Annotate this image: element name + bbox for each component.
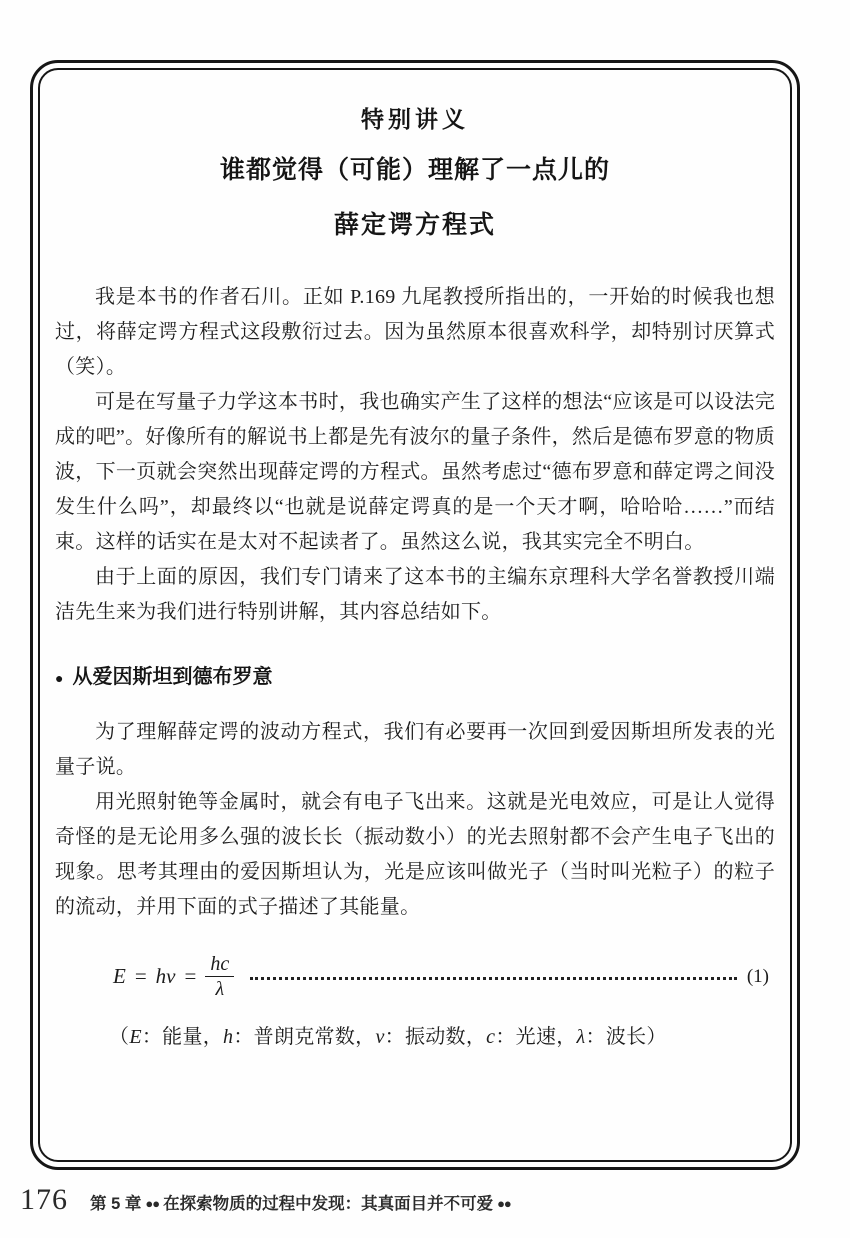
legend-text: ：振动数，	[384, 1026, 487, 1048]
page-number: 176	[20, 1183, 68, 1216]
intro-paragraph: 由于上面的原因，我们专门请来了这本书的主编东京理科大学名誉教授川端洁先生来为我们进行特别讲解，其内容总结如下。	[55, 566, 775, 623]
lecture-title-line-3: 薛定谔方程式	[333, 211, 496, 239]
equation-math	[113, 953, 234, 1000]
symbol-E: E	[113, 964, 126, 988]
equation-number: (1)	[746, 965, 769, 987]
decorative-dots-icon: ●●	[497, 1196, 511, 1211]
bullet-icon: ●	[55, 670, 64, 686]
legend-text: ：能量，	[141, 1026, 224, 1048]
chapter-title: 在探索物质的过程中发现：其真面目并不可爱	[163, 1195, 494, 1213]
lecture-title-line-2: 谁都觉得（可能）理解了一点儿的	[219, 156, 610, 184]
legend-symbol: E	[129, 1026, 142, 1048]
equation-legend	[55, 1020, 775, 1049]
fraction-hc-over-lambda	[205, 953, 234, 1000]
fraction-denominator: λ	[215, 978, 225, 1000]
section-heading	[55, 660, 775, 695]
chapter-label: 第 5 章	[90, 1195, 142, 1213]
legend-text: ：波长）	[585, 1026, 667, 1048]
section-heading-label: 从爱因斯坦到德布罗意	[72, 666, 273, 688]
legend-symbol: ν	[375, 1026, 385, 1048]
legend-symbol: h	[223, 1026, 234, 1048]
legend-text: （	[109, 1026, 130, 1048]
legend-text: ：普朗克常数，	[233, 1026, 376, 1048]
equals-sign: =	[184, 964, 197, 988]
lecture-box-outer-border	[30, 60, 800, 1170]
page-footer	[20, 1183, 810, 1217]
lecture-box-inner-border	[38, 68, 792, 1162]
symbol-h-nu: hν	[155, 964, 176, 988]
decorative-dots-icon: ●●	[145, 1196, 160, 1211]
equation-1	[55, 953, 775, 1000]
legend-text: ：光速，	[495, 1026, 577, 1048]
dotted-leader	[250, 977, 737, 980]
fraction-numerator: hc	[205, 953, 234, 977]
intro-section	[55, 280, 775, 630]
chapter-running-title	[90, 1190, 515, 1214]
section-body	[55, 715, 775, 925]
equals-sign: =	[134, 964, 147, 988]
lecture-title-line-1: 特别讲义	[361, 106, 469, 132]
legend-symbol: c	[486, 1026, 496, 1048]
intro-paragraph: 我是本书的作者石川。正如 P.169 九尾教授所指出的，一开始的时候我也想过，将薛定谔方程式这段敷衍过去。因为虽然原本很喜欢科学，却特别讨厌算式（笑）。	[55, 286, 775, 378]
intro-paragraph: 可是在写量子力学这本书时，我也确实产生了这样的想法“应该是可以设法完成的吧”。好像所有的解说书上都是先有波尔的量子条件，然后是德布罗意的物质波，下一页就会突然出现薛定谔的方程式。虽然考虑过“德布罗意和薛定谔之间没发生什么吗”，却最终以“也就是说薛定谔真的是一个天才啊，哈哈哈……”而结束。这样的话实在是太对不起读者了。虽然这么说，我其实完全不明白。	[55, 391, 775, 553]
legend-symbol: λ	[576, 1026, 586, 1048]
section-paragraph: 为了理解薛定谔的波动方程式，我们有必要再一次回到爱因斯坦所发表的光量子说。	[55, 721, 775, 778]
section-paragraph: 用光照射铯等金属时，就会有电子飞出来。这就是光电效应，可是让人觉得奇怪的是无论用多么强的波长长（振动数小）的光去照射都不会产生电子飞出的现象。思考其理由的爱因斯坦认为，光是应该叫做光子（当时叫光粒子）的粒子的流动，并用下面的式子描述了其能量。	[55, 791, 775, 918]
